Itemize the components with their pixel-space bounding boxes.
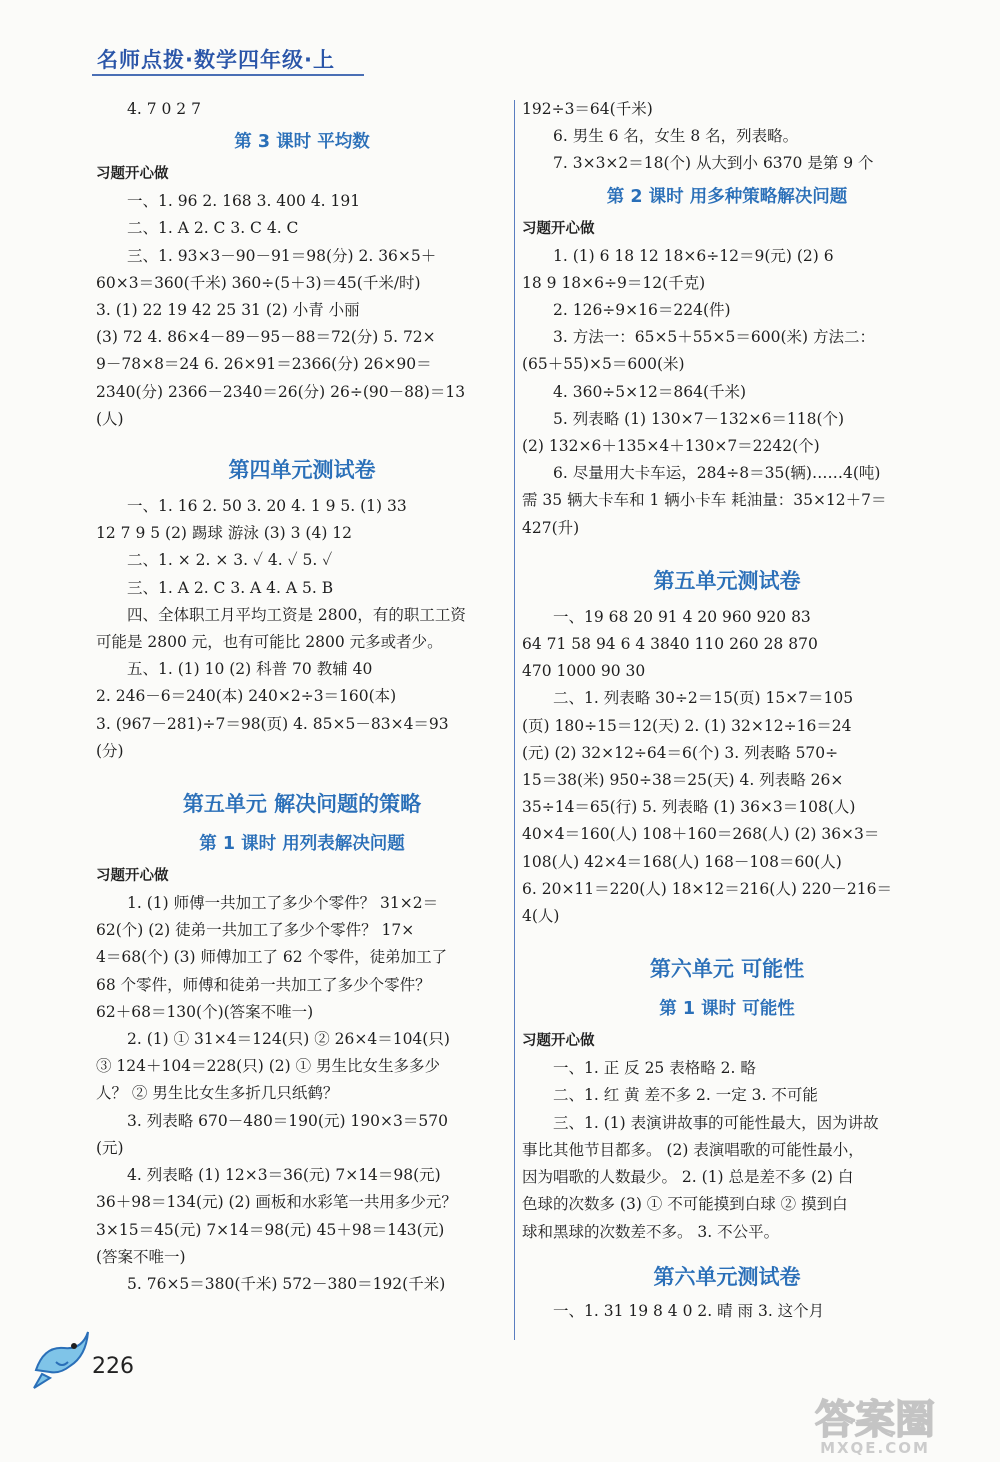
answer-line: 4(人) (522, 907, 560, 926)
answer-line: 6. 20×11＝220(人) 18×12＝216(人) 220－216＝ (522, 879, 892, 898)
answer-line: (65＋55)×5＝600(米) (522, 355, 685, 374)
answer-line: 470 1000 90 30 (522, 662, 646, 681)
answer-line: (元) (2) 32×12÷64＝6(个) 3. 列表略 570÷ (522, 743, 839, 762)
answer-line: 18 9 18×6÷9＝12(千克) (522, 273, 706, 292)
answer-line: 192÷3＝64(千米) (522, 100, 653, 118)
watermark-subtext: MXQE.COM (820, 1439, 930, 1457)
answer-line: 一、1. 16 2. 50 3. 20 4. 1 9 5. (1) 33 (127, 497, 407, 516)
answer-line: (2) 132×6＋135×4＋130×7＝2242(个) (522, 437, 820, 456)
watermark-logo (775, 1395, 975, 1461)
watermark-text: 答案圈 (815, 1397, 935, 1443)
unit-test-title: 第六单元测试卷 (653, 1264, 801, 1289)
unit-test-title: 第五单元测试卷 (653, 568, 801, 593)
mascot-icon (30, 1322, 94, 1396)
answer-line: 球和黑球的次数差不多。 3. 不公平。 (522, 1222, 780, 1241)
answer-line: 62(个) (2) 徒弟一共加工了多少个零件？ 17× (96, 921, 415, 940)
answer-line: 一、1. 正 反 25 表格略 2. 略 (553, 1059, 756, 1078)
answer-line: 1. (1) 师傅一共加工了多少个零件？ 31×2＝ (127, 894, 439, 913)
answer-line: 35÷14＝65(行) 5. 列表略 (1) 36×3＝108(人) (522, 798, 856, 817)
answer-line: 68 个零件，师傅和徒弟一共加工了多少个零件？ (96, 975, 431, 994)
lesson-title: 第 3 课时 平均数 (234, 132, 370, 153)
practice-heading: 习题开心做 (96, 166, 169, 183)
answer-line: 36＋98＝134(元) (2) 画板和水彩笔一共用多少元？ (96, 1193, 457, 1212)
answer-line: 色球的次数多 (3) ① 不可能摸到白球 ② 摸到白 (522, 1195, 848, 1214)
answer-line: 三、1. A 2. C 3. A 4. A 5. B (127, 578, 334, 597)
answer-line: 3. (967－281)÷7＝98(页) 4. 85×5－83×4＝93 (96, 714, 449, 733)
unit-title: 第五单元 解决问题的策略 (182, 792, 422, 817)
answer-line: 3. 列表略 670－480＝190(元) 190×3＝570 (127, 1111, 448, 1130)
answer-line: 4. 列表略 (1) 12×3＝36(元) 7×14＝98(元) (127, 1166, 441, 1185)
page-number: 226 (92, 1354, 134, 1379)
answer-line: 二、1. 列表略 30÷2＝15(页) 15×7＝105 (553, 689, 854, 708)
answer-line: 60×3＝360(千米) 360÷(5＋3)＝45(千米/时) (96, 273, 421, 292)
answer-line: 二、1. 红 黄 差不多 2. 一定 3. 不可能 (553, 1086, 818, 1105)
answer-line: 15＝38(米) 950÷38＝25(天) 4. 列表略 26× (522, 771, 844, 790)
answer-line: 5. 列表略 (1) 130×7－132×6＝118(个) (553, 409, 845, 428)
answer-line: 108(人) 42×4＝168(人) 168－108＝60(人) (522, 852, 842, 871)
answer-line: 可能是 2800 元，也有可能比 2800 元多或者少。 (96, 633, 443, 652)
answer-line: 427(升) (522, 518, 580, 537)
lesson-title: 第 2 课时 用多种策略解决问题 (606, 186, 848, 207)
answer-line: 因为唱歌的人数最少。 2. (1) 总是差不多 (2) 白 (522, 1168, 854, 1187)
answer-line: 二、1. × 2. × 3. ✓ 4. ✓ 5. ✓ (127, 551, 333, 570)
answer-line: 6. 男生 6 名，女生 8 名，列表略。 (553, 127, 799, 146)
answer-line: (元) (96, 1138, 124, 1157)
answer-line: 9－78×8＝24 6. 26×91＝2366(分) 26×90＝ (96, 355, 432, 374)
answer-line: 4. 7 0 2 7 (127, 100, 201, 118)
answer-line: 7. 3×3×2＝18(个) 从大到小 6370 是第 9 个 (553, 154, 874, 173)
practice-heading: 习题开心做 (96, 868, 169, 885)
left-column (96, 96, 508, 1298)
answer-line: 二、1. A 2. C 3. C 4. C (127, 219, 299, 238)
answer-line: 2. 246－6＝240(本) 240×2÷3＝160(本) (96, 687, 397, 706)
answer-line: 64 71 58 94 6 4 3840 110 260 28 870 (522, 635, 818, 654)
answer-line: 需 35 辆大卡车和 1 辆小卡车 耗油量：35×12＋7＝ (522, 491, 887, 510)
answer-line: 四、全体职工月平均工资是 2800，有的职工工资 (127, 605, 466, 624)
answer-line: (页) 180÷15＝12(天) 2. (1) 32×12÷16＝24 (522, 716, 852, 735)
right-column (522, 96, 932, 1325)
answer-line: 3×15＝45(元) 7×14＝98(元) 45＋98＝143(元) (96, 1220, 445, 1239)
answer-line: 2340(分) 2366－2340＝26(分) 26÷(90－88)＝13 (96, 382, 466, 401)
running-header: 名师点拨·数学四年级·上 (97, 48, 335, 72)
answer-line: 三、1. 93×3－90－91＝98(分) 2. 36×5＋ (127, 246, 437, 265)
answer-line: 一、1. 96 2. 168 3. 400 4. 191 (127, 192, 361, 211)
answer-line: 62＋68＝130(个)(答案不唯一) (96, 1002, 314, 1021)
answer-line: 3. 方法一：65×5＋55×5＝600(米) 方法二： (553, 328, 875, 347)
header-rule (92, 74, 364, 76)
answer-line: 5. 76×5＝380(千米) 572－380＝192(千米) (127, 1274, 446, 1293)
answer-line: 1. (1) 6 18 12 18×6÷12＝9(元) (2) 6 (553, 246, 834, 265)
answer-line: 3. (1) 22 19 42 25 31 (2) 小青 小丽 (96, 301, 360, 320)
answer-line: (人) (96, 409, 124, 428)
column-divider (514, 100, 515, 1340)
answer-line: 五、1. (1) 10 (2) 科普 70 教辅 40 (127, 660, 373, 679)
answer-line: 2. 126÷9×16＝224(件) (553, 301, 731, 320)
answer-line: 人？ ② 男生比女生多折几只纸鹤？ (96, 1084, 339, 1103)
practice-heading: 习题开心做 (522, 1033, 595, 1050)
unit-test-title: 第四单元测试卷 (228, 458, 376, 483)
answer-line: 6. 尽量用大卡车运，284÷8＝35(辆)……4(吨) (553, 464, 881, 483)
practice-heading: 习题开心做 (522, 220, 595, 237)
lesson-title: 第 1 课时 可能性 (659, 999, 795, 1020)
answer-line: 40×4＝160(人) 108＋160＝268(人) (2) 36×3＝ (522, 825, 880, 844)
answer-line: ③ 124＋104＝228(只) (2) ① 男生比女生多多少 (96, 1057, 441, 1076)
answer-line: (分) (96, 741, 124, 760)
unit-title: 第六单元 可能性 (649, 957, 805, 982)
answer-line: 4. 360÷5×12＝864(千米) (553, 382, 747, 401)
answer-line: 12 7 9 5 (2) 踢球 游泳 (3) 3 (4) 12 (96, 524, 353, 543)
answer-line: 4＝68(个) (3) 师傅加工了 62 个零件，徒弟加工了 (96, 948, 448, 967)
answer-line: 2. (1) ① 31×4＝124(只) ② 26×4＝104(只) (127, 1030, 450, 1049)
answer-line: 一、19 68 20 91 4 20 960 920 83 (553, 607, 811, 626)
lesson-title: 第 1 课时 用列表解决问题 (199, 834, 405, 855)
answer-line: (答案不唯一) (96, 1247, 186, 1266)
answer-line: 三、1. (1) 表演讲故事的可能性最大，因为讲故 (553, 1113, 879, 1132)
answer-line: 一、1. 31 19 8 4 0 2. 晴 雨 3. 这个月 (553, 1301, 825, 1320)
answer-line: 事比其他节目都多。 (2) 表演唱歌的可能性最小， (522, 1140, 864, 1159)
answer-line: (3) 72 4. 86×4－89－95－88＝72(分) 5. 72× (96, 328, 436, 347)
